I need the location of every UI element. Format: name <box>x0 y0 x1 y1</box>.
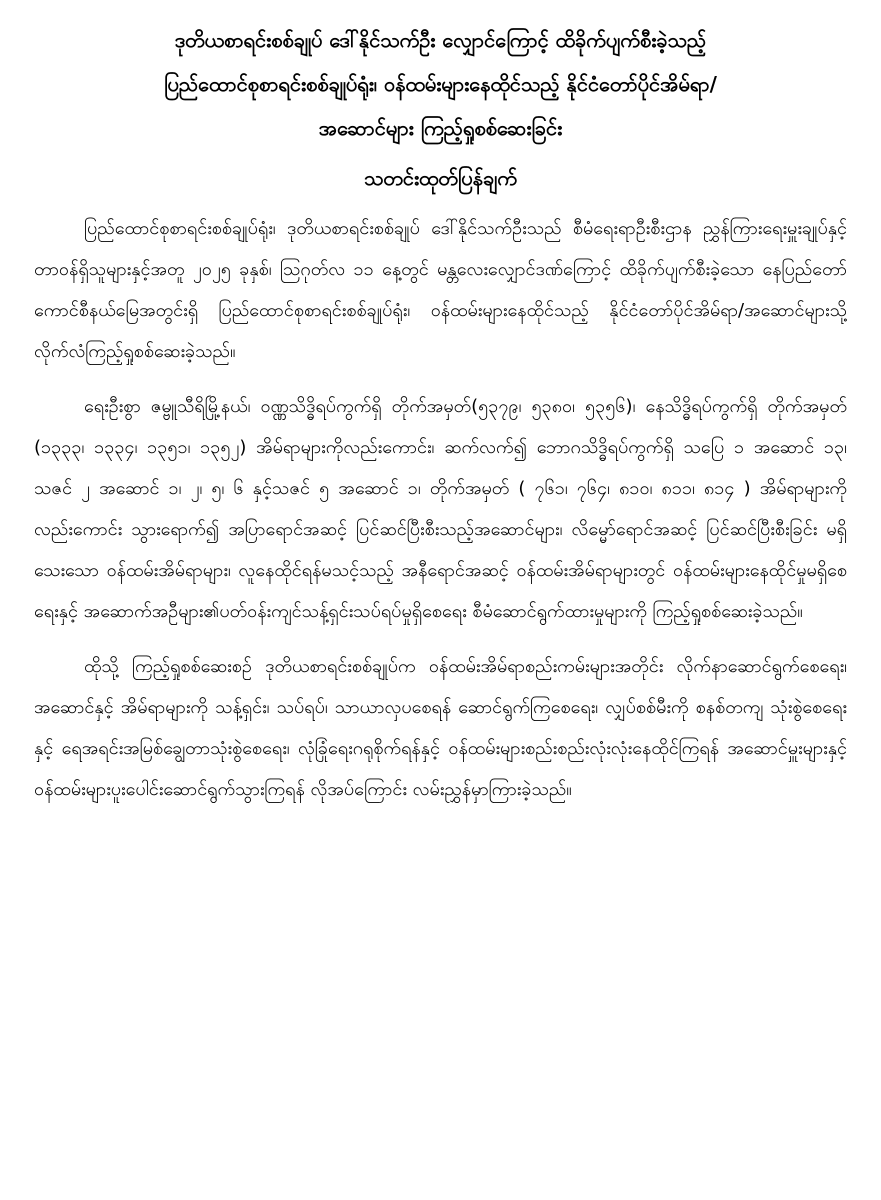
title-line-1: ဒုတိယစာရင်းစစ်ချုပ် ဒေါ်နိုင်သက်ဦး လျှောင်ကြောင့် ထိခိုက်ပျက်စီးခဲ့သည့် <box>174 28 707 52</box>
title-line-2: ပြည်ထောင်စုစာရင်းစစ်ချုပ်ရုံး၊ ဝန်ထမ်းများနေထိုင်သည့် နိုင်ငံတော်ပိုင်အိမ်ရာ/ <box>164 72 717 96</box>
document-subtitle: သတင်းထုတ်ပြန်ချက် <box>364 166 517 190</box>
title-line-3: အဆောင်များ ကြည့်ရှုစစ်ဆေးခြင်း <box>318 116 563 140</box>
paragraph-2: ရေးဦးစွာ ဇမ္ဗူသီရိမြို့နယ်၊ ဝဏ္ဏသိဒ္ဓိရပ်ကွက်ရှိ တိုက်အမှတ်(၅၃၇၉၊ ၅၃၈၀၊ ၅၃၅၆)၊ နေသိဒ္ဓိရပ်ကွက်ရှိ တိုက်အမှတ် (၁၃၃၃၊ ၁၃၃၄၊ ၁၃၅၁၊ ၁၃၅၂) အိမ်ရာများကိုလည်းကောင်း၊ ဆက်လက်၍ ဘောဂသိဒ္ဓိရပ်ကွက်ရှိ သပြေ ၁ အဆောင် ၁၃၊ သဇင် ၂ အဆောင် ၁၊ ၂၊ ၅၊ ၆ နှင့်သဇင် ၅ အဆောင် ၁၊ တိုက်အမှတ် ( ၇၆၁၊ ၇၆၄၊ ၈၁၀၊ ၈၁၁၊ ၈၁၄ ) အိမ်ရာများကိုလည်းကောင်း သွားရောက်၍ အပြာရောင်အဆင့် ပြင်ဆင်ပြီးစီးသည့်အဆောင်များ၊ လိမ္မော်ရောင်အဆင့် ပြင်ဆင်ပြီးစီးခြင်း မရှိသေးသော ဝန်ထမ်းအိမ်ရာများ၊ လူနေထိုင်ရန်မသင့်သည့် အနီရောင်အဆင့် ဝန်ထမ်းအိမ်ရာများတွင် ဝန်ထမ်းများနေထိုင်မှုမရှိစေရေးနှင့် အဆောက်အဦများ၏ပတ်ဝန်းကျင်သန့်ရှင်းသပ်ရပ်မှုရှိစေရေး စီမံဆောင်ရွက်ထားမှုများကို ကြည့်ရှုစစ်ဆေးခဲ့သည်။ <box>34 396 847 622</box>
paragraph-1: ပြည်ထောင်စုစာရင်းစစ်ချုပ်ရုံး၊ ဒုတိယစာရင်းစစ်ချုပ် ဒေါ်နိုင်သက်ဦးသည် စီမံရေးရာဦးစီးဌာန ညွှန်ကြားရေးမှူးချုပ်နှင့် တာဝန်ရှိသူများနှင့်အတူ ၂၀၂၅ ခုနှစ်၊ ဩဂုတ်လ ၁၁ နေ့တွင် မန္တလေးလျှောင်ဒဏ်ကြောင့် ထိခိုက်ပျက်စီးခဲ့သော နေပြည်တော်ကောင်စီနယ်မြေအတွင်းရှိ ပြည်ထောင်စုစာရင်းစစ်ချုပ်ရုံး၊ ဝန်ထမ်းများနေထိုင်သည့် နိုင်ငံတော်ပိုင်အိမ်ရာ/အဆောင်များသို့ လိုက်လံကြည့်ရှုစစ်ဆေးခဲ့သည်။ <box>34 218 847 362</box>
paragraph-3: ထိုသို့ ကြည့်ရှုစစ်ဆေးစဉ် ဒုတိယစာရင်းစစ်ချုပ်က ဝန်ထမ်းအိမ်ရာစည်းကမ်းများအတိုင်း လိုက်နာဆောင်ရွက်စေရေး၊ အဆောင်နှင့် အိမ်ရာများကို သန့်ရှင်း၊ သပ်ရပ်၊ သာယာလှပစေရန် ဆောင်ရွက်ကြစေရေး၊ လျှပ်စစ်မီးကို စနစ်တကျ သုံးစွဲစေရေးနှင့် ရေအရင်းအမြစ်ချွေတာသုံးစွဲစေရေး၊ လုံခြုံရေးဂရုစိုက်ရန်နှင့် ဝန်ထမ်းများစည်းစည်းလုံးလုံးနေထိုင်ကြရန် အဆောင်မှူးများနှင့် ဝန်ထမ်းများပူးပေါင်းဆောင်ရွက်သွားကြရန် လိုအပ်ကြောင်း လမ်းညွှန်မှာကြားခဲ့သည်။ <box>34 656 847 800</box>
document-title <box>34 18 847 150</box>
